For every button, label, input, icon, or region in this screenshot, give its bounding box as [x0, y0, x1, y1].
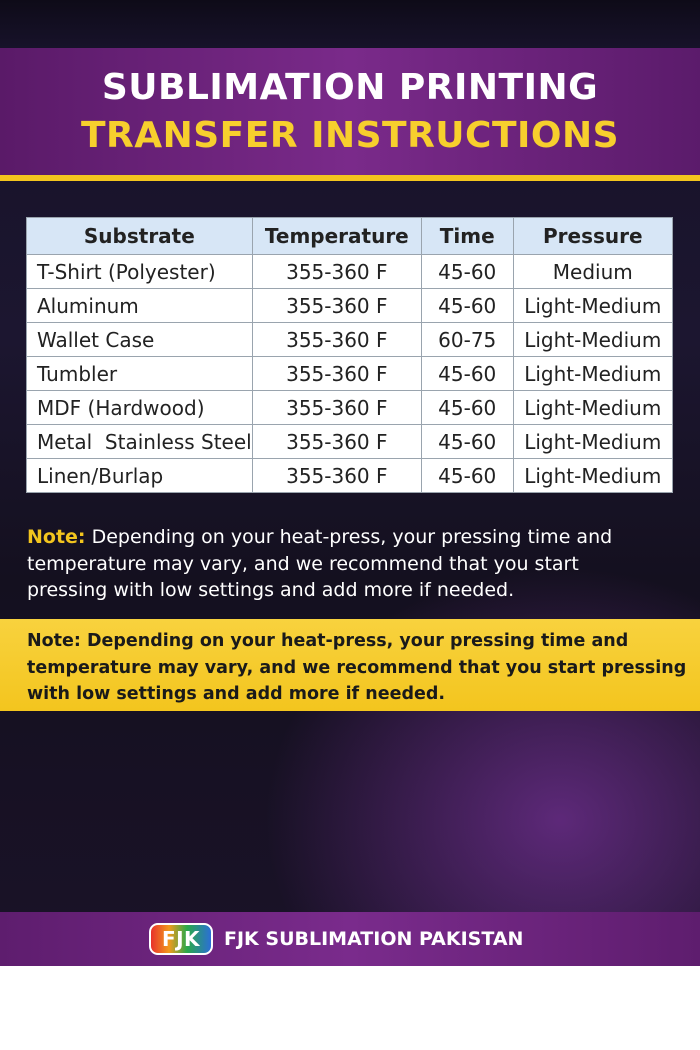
- cell-substrate: T-Shirt (Polyester): [27, 255, 253, 289]
- table-row: [27, 255, 673, 289]
- note-line-1: [27, 524, 677, 551]
- column-header-time: Time: [421, 218, 513, 255]
- transfer-settings-table: [26, 217, 673, 493]
- fjk-logo-badge: [149, 923, 213, 955]
- highlighted-note-line-3: with low settings and add more if needed.: [27, 684, 446, 704]
- cell-time: 45-60: [421, 255, 513, 289]
- cell-temperature: 355-360 F: [252, 459, 421, 493]
- cell-time: 60-75: [421, 323, 513, 357]
- table-row: [27, 391, 673, 425]
- logo-text: FJK: [161, 927, 201, 951]
- table-row: [27, 357, 673, 391]
- cell-substrate: Tumbler: [27, 357, 253, 391]
- cell-time: 45-60: [421, 357, 513, 391]
- note-text-1: Depending on your heat-press, your pressing time and: [85, 526, 613, 548]
- cell-substrate: Linen/Burlap: [27, 459, 253, 493]
- column-header-temperature: Temperature: [252, 218, 421, 255]
- cell-pressure: Light-Medium: [513, 391, 672, 425]
- cell-substrate: Metal Stainless Steel: [27, 425, 253, 459]
- cell-time: 45-60: [421, 459, 513, 493]
- note-label: Note:: [27, 526, 86, 548]
- cell-pressure: Light-Medium: [513, 289, 672, 323]
- title-line-2: TRANSFER INSTRUCTIONS: [80, 115, 620, 156]
- cell-pressure: Light-Medium: [513, 357, 672, 391]
- cell-temperature: 355-360 F: [252, 391, 421, 425]
- cell-temperature: 355-360 F: [252, 323, 421, 357]
- cell-pressure: Light-Medium: [513, 425, 672, 459]
- cell-temperature: 355-360 F: [252, 357, 421, 391]
- note-line-2: temperature may vary, and we recommend that you start: [27, 552, 579, 575]
- cell-temperature: 355-360 F: [252, 425, 421, 459]
- cell-time: 45-60: [421, 289, 513, 323]
- title-line-1: SUBLIMATION PRINTING: [101, 67, 599, 108]
- cell-temperature: 355-360 F: [252, 289, 421, 323]
- table-row: [27, 323, 673, 357]
- cell-substrate: Wallet Case: [27, 323, 253, 357]
- yellow-divider: [0, 175, 700, 181]
- highlighted-note: [27, 628, 687, 708]
- cell-time: 45-60: [421, 425, 513, 459]
- cell-pressure: Medium: [513, 255, 672, 289]
- column-header-pressure: Pressure: [513, 218, 672, 255]
- highlighted-note-line-2: temperature may vary, and we recommend that you start pressing: [27, 657, 687, 678]
- table-header-row: [27, 218, 673, 255]
- cell-pressure: Light-Medium: [513, 459, 672, 493]
- top-dark-band: [0, 0, 700, 48]
- cell-substrate: MDF (Hardwood): [27, 391, 253, 425]
- footer-bar: [0, 912, 700, 966]
- note-paragraph: [27, 524, 677, 604]
- column-header-substrate: Substrate: [27, 218, 253, 255]
- highlighted-note-line-1: Note: Depending on your heat-press, your pressing time and: [27, 631, 629, 651]
- cell-substrate: Aluminum: [27, 289, 253, 323]
- cell-pressure: Light-Medium: [513, 323, 672, 357]
- highlighted-note-band: [0, 619, 700, 711]
- title-banner: [0, 48, 700, 175]
- cell-time: 45-60: [421, 391, 513, 425]
- table-row: [27, 289, 673, 323]
- cell-temperature: 355-360 F: [252, 255, 421, 289]
- table-row: [27, 459, 673, 493]
- table-row: [27, 425, 673, 459]
- brand-name: FJK SUBLIMATION PAKISTAN: [224, 928, 524, 950]
- note-line-3: pressing with low settings and add more if needed.: [27, 579, 515, 601]
